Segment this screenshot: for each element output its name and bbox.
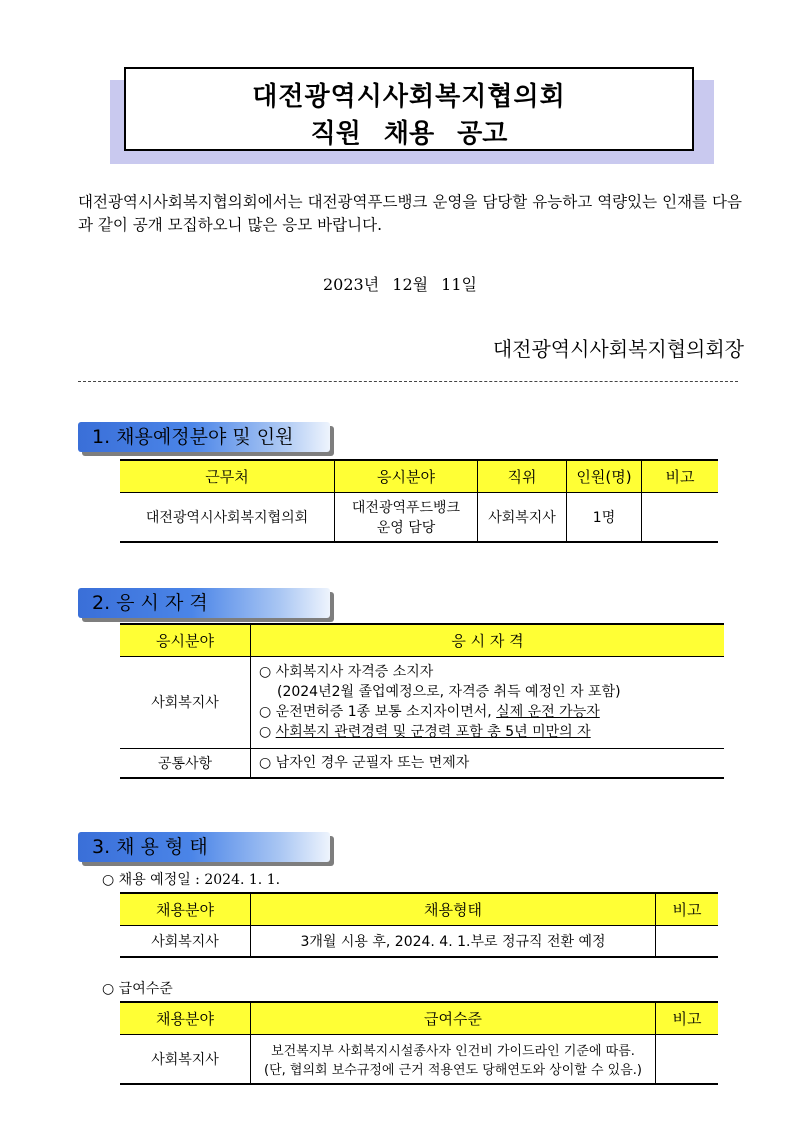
- cell-note: [642, 492, 719, 542]
- cell-count: 1명: [567, 492, 642, 542]
- col-qualification: 응 시 자 격: [251, 624, 725, 656]
- section2-heading: 2. 응 시 자 격: [78, 588, 330, 618]
- title-notice: 직원 채용 공고: [310, 119, 508, 149]
- section2-table: [120, 623, 724, 779]
- qualification-list: [251, 656, 725, 748]
- cell-field: [335, 492, 478, 542]
- cell-salary-level: [251, 1034, 656, 1084]
- salary-line2: (단, 협의회 보수규정에 근거 적용연도 당해연도와 상이할 수 있음.): [264, 1062, 642, 1078]
- salary-line1: 보건복지부 사회복지시설종사자 인건비 가이드라인 기준에 따름.: [271, 1043, 635, 1059]
- salary-table: [120, 1001, 718, 1085]
- intro-text: 대전광역시사회복지협의회에서는 대전광역푸드뱅크 운영을 담당할 유능하고 역량있는 인재를 다음과 같이 공개 모집하오니 많은 응모 바랍니다.: [78, 193, 742, 234]
- announcement-date: 2023년 12월 11일: [323, 275, 477, 294]
- section3-heading: 3. 채 용 형 태: [78, 832, 330, 862]
- dashed-divider: [78, 381, 738, 382]
- section1-table: [120, 459, 718, 543]
- qual-item-3-bullet: ○: [259, 724, 276, 740]
- col-count: 인원(명): [567, 460, 642, 492]
- signer: 대전광역시사회복지협의회장: [492, 337, 744, 361]
- qual-item-2-text: ○ 운전면허증 1종 보통 소지자이면서,: [259, 704, 497, 720]
- title-org: 대전광역시사회복지협의회: [252, 82, 566, 112]
- employment-type-table: [120, 892, 718, 958]
- qual-item-1: ○ 사회복지사 자격증 소지자: [259, 664, 434, 680]
- salary-label: ○ 급여수준: [102, 981, 173, 997]
- cell-hire-field: 사회복지사: [120, 925, 251, 957]
- field-line1: 대전광역푸드뱅크: [351, 499, 461, 516]
- common-requirement: ○ 남자인 경우 군필자 또는 면제자: [251, 748, 725, 778]
- qual-item-1-note: (2024년2월 졸업예정으로, 자격증 취득 예정인 자 포함): [277, 684, 621, 700]
- col-salary-note: 비고: [656, 1002, 719, 1034]
- col-workplace: 근무처: [120, 460, 335, 492]
- col-salary-level: 급여수준: [251, 1002, 656, 1034]
- field-line2: 운영 담당: [376, 519, 436, 536]
- cell-workplace: 대전광역시사회복지협의회: [120, 492, 335, 542]
- cell-common: 공통사항: [120, 748, 251, 778]
- col-hire-note: 비고: [656, 893, 719, 925]
- qual-item-2: [259, 702, 720, 722]
- start-date: ○ 채용 예정일 : 2024. 1. 1.: [102, 872, 281, 888]
- cell-hire-note: [656, 925, 719, 957]
- col-field: 응시분야: [335, 460, 478, 492]
- section1-heading: 1. 채용예정분야 및 인원: [78, 422, 330, 452]
- title-box: [124, 67, 694, 151]
- col-apply-field: 응시분야: [120, 624, 251, 656]
- col-note: 비고: [642, 460, 719, 492]
- cell-hire-type: 3개월 시용 후, 2024. 4. 1.부로 정규직 전환 예정: [251, 925, 656, 957]
- cell-salary-note: [656, 1034, 719, 1084]
- qual-item-3-underlined: 사회복지 관련경력 및 군경력 포함 총 5년 미만의 자: [275, 724, 591, 740]
- col-hire-field: 채용분야: [120, 893, 251, 925]
- qual-item-2-underlined: 실제 운전 가능자: [496, 704, 600, 720]
- qual-item-3: [259, 722, 720, 742]
- col-hire-type: 채용형태: [251, 893, 656, 925]
- cell-apply-field: 사회복지사: [120, 656, 251, 748]
- col-position: 직위: [478, 460, 567, 492]
- col-salary-field: 채용분야: [120, 1002, 251, 1034]
- cell-position: 사회복지사: [478, 492, 567, 542]
- cell-salary-field: 사회복지사: [120, 1034, 251, 1084]
